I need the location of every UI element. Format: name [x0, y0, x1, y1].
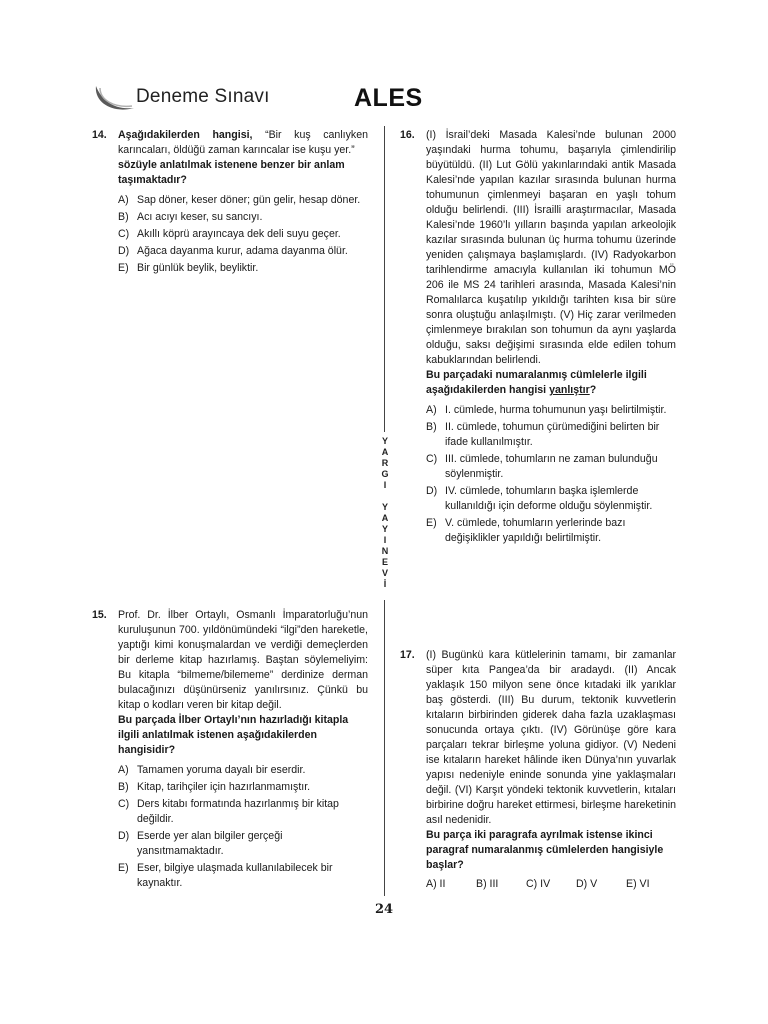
options-list: [426, 877, 676, 892]
question-number: 17.: [400, 649, 415, 661]
option-e[interactable]: E) VI: [626, 878, 650, 890]
option-b[interactable]: B) III: [476, 878, 499, 890]
publisher-letter: I: [383, 535, 387, 545]
option-e[interactable]: E) V. cümlede, tohumların yerlerinde bazı değişiklikler yapıldığı belirtilmiştir.: [426, 517, 626, 544]
publisher-letter: E: [381, 557, 388, 567]
publisher-letter: Y: [381, 502, 388, 512]
page-number: 24: [374, 902, 394, 917]
question-text: (I) Bugünkü kara kütlelerinin tamamı, bir zamanlar süper kıta Pangea’da bir aradaydı. (II) Ancak yaklaşık 150 milyon sene önce kıtadaki ilk yarıklar baş gösterdi. (III) Bu durum, tektonik kuvvetlerin kıtaların birbirinden giderek daha fazla uzaklaşması sonucunda ortaya çıktı. (IV) Görünüşe göre kara parçaları tekrar birleşme yoluna gidiyor. (V) Nedeni ise kıtaların hareket hâlinde iken Dünya’nın yuvarlak yapısı nedeniyle eninde sonunda yine yaklaşmaları değil. (VI) Karşıt yöndeki tektonik kuvvetlerin, kıtaları birbirine doğru hareket ettirmesi, birleşme hareketinin asıl nedenidir.: [426, 649, 676, 826]
option-b[interactable]: B) Acı acıyı keser, su sancıyı.: [118, 211, 263, 223]
option-c[interactable]: C) IV: [526, 878, 551, 890]
options-list: [118, 193, 368, 276]
option-d[interactable]: D) Ağaca dayanma kurur, adama dayanma ölür.: [118, 245, 348, 257]
option-c[interactable]: C) III. cümlede, tohumların ne zaman bulunduğu söylenmiştir.: [426, 453, 658, 480]
publisher-letter: R: [381, 458, 389, 468]
publisher-vertical-text: [380, 436, 390, 590]
question-stem: Bu parça iki paragrafa ayrılmak istense ikinci paragraf numaralanmış cümlelerden hangisiyle başlar?: [426, 829, 664, 871]
question-stem: Bu parçadaki numaralanmış cümlelerle ilgili aşağıdakilerden hangisi yanlıştır?: [426, 369, 647, 396]
publisher-letter: İ: [383, 579, 387, 589]
question-number: 14.: [92, 129, 107, 141]
question-number: 16.: [400, 129, 415, 141]
publisher-letter: G: [381, 469, 389, 479]
question-16: [400, 128, 676, 548]
option-a[interactable]: A) Tamamen yoruma dayalı bir eserdir.: [118, 764, 306, 776]
question-15: [92, 608, 368, 893]
options-list: [426, 403, 676, 546]
publisher-letter: A: [381, 447, 389, 457]
question-14: [92, 128, 368, 278]
option-e[interactable]: E) Bir günlük beylik, beyliktir.: [118, 262, 259, 274]
publisher-letter: Y: [381, 436, 388, 446]
question-stem: sözüyle anlatılmak istenene benzer bir anlam taşımaktadır?: [118, 159, 345, 186]
option-d[interactable]: D) IV. cümlede, tohumların başka işlemlerde kullanıldığı için deforme olduğu söylenmiştir.: [426, 485, 653, 512]
publisher-letter: A: [381, 513, 389, 523]
publisher-letter: [380, 491, 390, 502]
option-b[interactable]: B) Kitap, tarihçiler için hazırlanmamıştır.: [118, 781, 311, 793]
option-a[interactable]: A) II: [426, 878, 446, 890]
column-divider: [384, 600, 385, 896]
exam-title: ALES: [354, 84, 423, 112]
option-c[interactable]: C) Akıllı köprü arayıncaya dek deli suyu geçer.: [118, 228, 341, 240]
question-17: [400, 648, 676, 892]
question-text: Prof. Dr. İlber Ortaylı, Osmanlı İmparatorluğu’nun kuruluşunun 700. yıldönümündeki “ilgi”den hareketle, yaptığı kimi konuşmalardan ve verdiği demeçlerden bir derleme kitap hazırlamış. Baştan söylemeliyim: Bu kitapla “bilmeme/bilememe” derdinize derman bulacağınızı düşünürseniz yanılırsınız. Çünkü bu kitap o kodları veren bir kitap değil.: [118, 609, 368, 711]
question-text: (I) İsrail’deki Masada Kalesi’nde bulunan 2000 yaşındaki hurma tohumu, başarıyla çimlendirilip büyütüldü. (II) Lut Gölü yakınlarındaki antik Masada Kalesi’nde yapılan kazılar sırasında bulunan hurma tohumunun çimlenmeyi başaran en yaşlı tohum olduğu belirlendi. (III) İsrailli araştırmacılar, Masada Kalesi’nde 1960’lı yılların başında yapılan arkeolojik kazılar sırasında bulunan üç hurma tohumu üzerinde yeniden çalışmaya başlamışlardı. (IV) Radyokarbon tarihlendirme amacıyla kullanılan iki tohumun MÖ 206 ile MS 24 tarihleri arasında, Masada Kalesi’nin Romalılarca kuşatılıp yıkıldığı tarihten kısa bir süre sonra oluştuğu anlaşılmıştı. (V) Hiç zarar verilmeden çimlenmeye bırakılan son tohumun da aynı yaşlarda olduğu, saksı değişimi sırasında elde edilen tohum kabuklarından belirlendi.: [426, 129, 676, 366]
option-c[interactable]: C) Ders kitabı formatında hazırlanmış bir kitap değildir.: [118, 798, 339, 825]
question-text: Aşağıdakilerden hangisi, “Bir kuş canlıyken karıncaları, öldüğü zaman karıncalar ise kuşu yer.”: [118, 129, 368, 156]
publisher-letter: Y: [381, 524, 388, 534]
publisher-letter: I: [383, 480, 387, 490]
option-b[interactable]: B) II. cümlede, tohumun çürümediğini belirten bir ifade kullanılmıştır.: [426, 421, 660, 448]
question-number: 15.: [92, 609, 107, 621]
swoosh-logo-icon: [92, 80, 136, 120]
question-stem: Bu parçada İlber Ortaylı’nın hazırladığı kitapla ilgili anlatılmak istenen aşağıdakilerden hangisidir?: [118, 714, 349, 756]
column-divider: [384, 126, 385, 432]
option-d[interactable]: D) Eserde yer alan bilgiler gerçeği yansıtmamaktadır.: [118, 830, 283, 857]
option-a[interactable]: A) Sap döner, keser döner; gün gelir, hesap döner.: [118, 194, 361, 206]
publisher-letter: N: [381, 546, 389, 556]
brand-logo: [92, 80, 282, 120]
publisher-letter: V: [381, 568, 388, 578]
option-d[interactable]: D) V: [576, 878, 598, 890]
brand-name: Deneme Sınavı: [136, 86, 270, 107]
option-e[interactable]: E) Eser, bilgiye ulaşmada kullanılabilecek bir kaynaktır.: [118, 862, 333, 889]
options-list: [118, 763, 368, 891]
option-a[interactable]: A) I. cümlede, hurma tohumunun yaşı belirtilmiştir.: [426, 404, 667, 416]
